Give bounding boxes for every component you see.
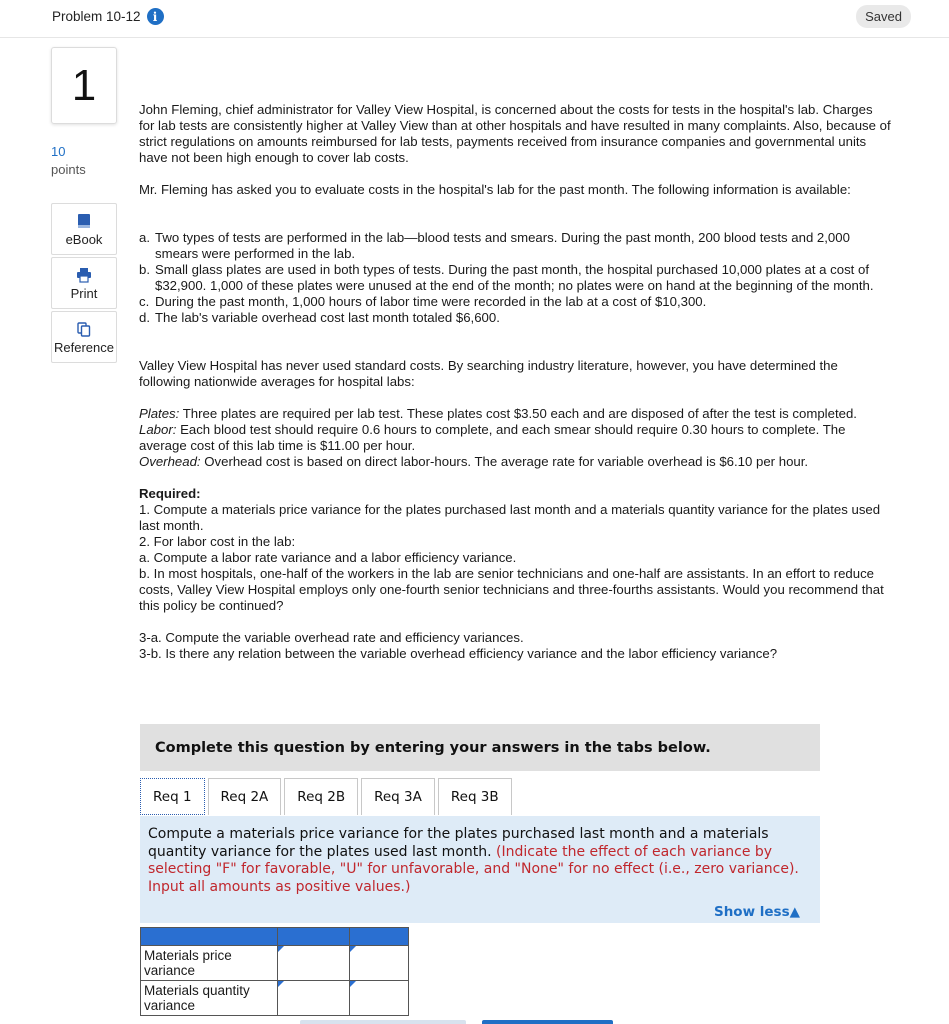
tab-req-2b[interactable]: Req 2B: [284, 778, 358, 815]
materials-price-variance-amount-input[interactable]: [278, 946, 350, 981]
materials-quantity-variance-amount-input[interactable]: [278, 981, 350, 1016]
materials-quantity-variance-effect-select[interactable]: [350, 981, 409, 1016]
list-item: [139, 230, 891, 262]
plates-label: Plates:: [139, 406, 180, 421]
list-item-label: b.: [139, 262, 150, 277]
list-item: [139, 294, 891, 310]
book-icon: [76, 213, 92, 229]
overhead-standard: [139, 454, 891, 470]
materials-price-variance-effect-select[interactable]: [350, 946, 409, 981]
show-less-link[interactable]: Show less▲: [713, 903, 800, 920]
ebook-label: eBook: [65, 232, 103, 247]
points-label: points: [51, 162, 86, 177]
top-bar: [0, 0, 949, 38]
required-line: 3-a. Compute the variable overhead rate and efficiency variances.: [139, 630, 524, 645]
list-item-label: d.: [139, 310, 150, 325]
row-label-materials-quantity-variance: Materials quantity variance: [141, 981, 278, 1016]
list-item-text: During the past month, 1,000 hours of labor time were recorded in the lab at a cost of $10,300.: [155, 294, 707, 309]
intro-paragraph-2: Mr. Fleming has asked you to evaluate costs in the hospital's lab for the past month. The following information is available:: [139, 182, 851, 197]
answer-table: [140, 927, 409, 1016]
input-marker-icon: [350, 946, 356, 952]
tab-req-1[interactable]: Req 1: [140, 778, 205, 815]
list-item: [139, 310, 891, 326]
overhead-label: Overhead:: [139, 454, 201, 469]
list-item: [139, 262, 891, 294]
problem-title: [52, 8, 164, 25]
input-marker-icon: [278, 946, 284, 952]
table-header-cell: [278, 928, 350, 946]
reference-button[interactable]: [51, 311, 117, 363]
table-header-row: [141, 928, 409, 946]
next-tab-button[interactable]: [482, 1020, 613, 1024]
required-line: b. In most hospitals, one-half of the workers in the lab are senior technicians and one-half are assistants. In an effort to reduce costs, Valley View Hospital employs only one-fourth senior technicians and three-fourths assistants. Would you recommend that this policy be continued?: [139, 566, 884, 613]
list-item-label: c.: [139, 294, 150, 309]
labor-label: Labor:: [139, 422, 177, 437]
list-item-label: a.: [139, 230, 150, 245]
reference-label: Reference: [54, 340, 114, 355]
labor-standard: [139, 422, 891, 454]
required-line: 3-b. Is there any relation between the variable overhead efficiency variance and the labor efficiency variance?: [139, 646, 778, 661]
overhead-text: Overhead cost is based on direct labor-hours. The average rate for variable overhead is $6.10 per hour.: [200, 454, 809, 469]
requirement-panel: [140, 816, 820, 923]
requirement-instruction: Compute a materials price variance for the plates purchased last month and a materials quantity variance for the plates used last month.: [148, 826, 769, 860]
table-row: [141, 946, 409, 981]
input-marker-icon: [278, 981, 284, 987]
plates-standard: [139, 406, 891, 422]
points-value: 10: [51, 144, 66, 159]
requirement-note: (Indicate the effect of each variance by selecting "F" for favorable, "U" for unfavorable, and "None" for no effect (i.e., zero variance). Input all amounts as positive values.): [148, 843, 799, 895]
standards-intro: Valley View Hospital has never used standard costs. By searching industry literature, however, you have determined the following nationwide averages for hospital labs:: [139, 358, 838, 389]
tab-req-3b[interactable]: Req 3B: [438, 778, 512, 815]
input-marker-icon: [350, 981, 356, 987]
required-heading: Required:: [139, 486, 201, 501]
row-label-materials-price-variance: Materials price variance: [141, 946, 278, 981]
intro-paragraph: John Fleming, chief administrator for Valley View Hospital, is concerned about the costs for tests in the hospital's lab. Charges for lab tests are consistently higher at Valley View than at other hospitals and have resulted in many complaints. Also, because of strict regulations on amounts reimbursed for lab tests, payments received from insurance companies and governmental units have not been high enough to cover lab costs.: [139, 102, 891, 165]
list-item-text: Two types of tests are performed in the lab—blood tests and smears. During the past month, 200 blood tests and 2,000 smears were performed in the lab.: [155, 230, 850, 261]
list-item-text: Small glass plates are used in both types of tests. During the past month, the hospital purchased 10,000 plates at a cost of $32,900. 1,000 of these plates were unused at the end of the month; no plates were on hand at the beginning of the month.: [155, 262, 874, 293]
table-header-cell: [350, 928, 409, 946]
question-number: 1: [51, 47, 117, 124]
saved-status-badge: Saved: [856, 5, 911, 28]
info-icon[interactable]: i: [147, 8, 164, 25]
list-item-text: The lab's variable overhead cost last month totaled $6,600.: [155, 310, 500, 325]
required-line: 1. Compute a materials price variance for the plates purchased last month and a materials quantity variance for the plates used last month.: [139, 502, 881, 533]
required-line: a. Compute a labor rate variance and a labor efficiency variance.: [139, 550, 517, 565]
tab-req-3a[interactable]: Req 3A: [361, 778, 435, 815]
print-button[interactable]: [51, 257, 117, 309]
ebook-button[interactable]: [51, 203, 117, 255]
complete-instructions-banner: Complete this question by entering your answers in the tabs below.: [140, 724, 820, 771]
previous-tab-button[interactable]: [300, 1020, 466, 1024]
table-header-cell: [141, 928, 278, 946]
plates-text: Three plates are required per lab test. These plates cost $3.50 each and are disposed of after the test is completed.: [179, 406, 857, 421]
printer-icon: [76, 267, 92, 283]
problem-title-text: Problem 10-12: [52, 9, 141, 24]
requirement-tabs: [140, 778, 512, 816]
table-row: [141, 981, 409, 1016]
required-line: 2. For labor cost in the lab:: [139, 534, 296, 549]
problem-content: [139, 102, 891, 662]
labor-text: Each blood test should require 0.6 hours to complete, and each smear should require 0.30 hours to complete. The average cost of this lab time is $11.00 per hour.: [139, 422, 846, 453]
copy-icon: [76, 321, 92, 337]
tab-req-2a[interactable]: Req 2A: [208, 778, 282, 815]
print-label: Print: [70, 286, 98, 301]
